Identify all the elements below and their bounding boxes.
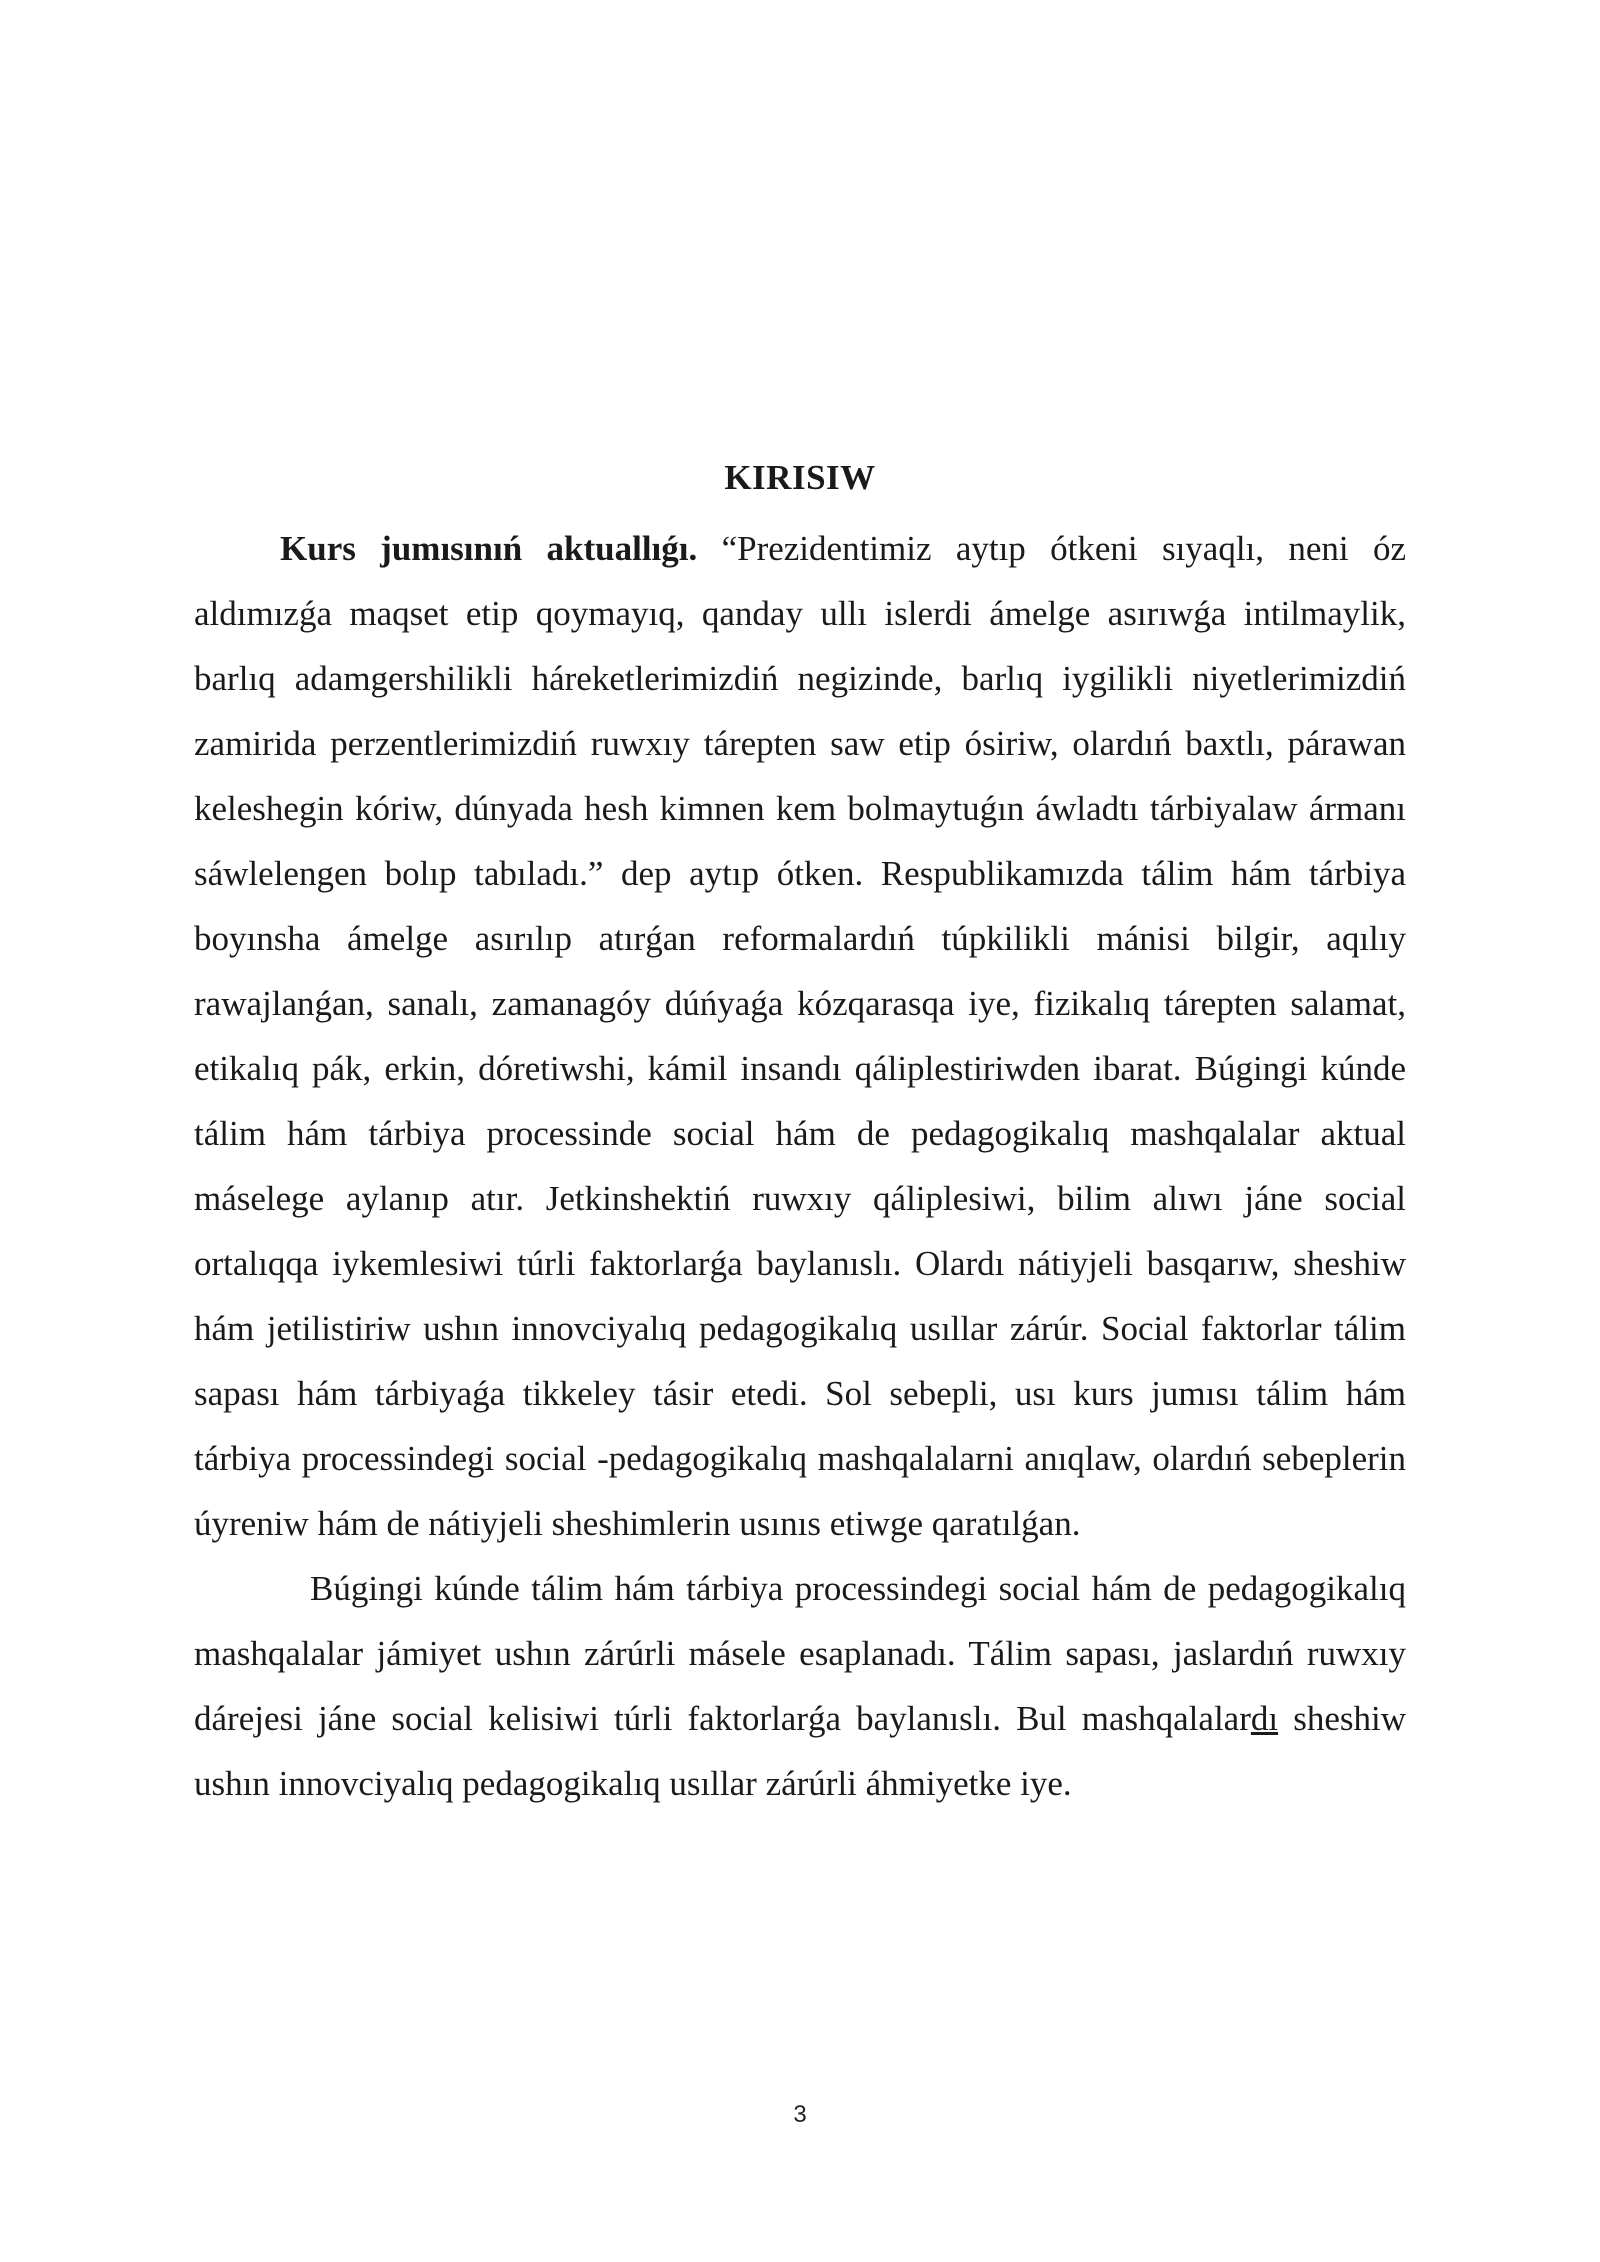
section-heading: KIRISIW — [724, 458, 876, 497]
paragraph-body: “Prezidentimiz aytıp ótkeni sıyaqlı, neni óz aldımızǵa maqset etip qoymayıq, qanday ullı islerdi ámelge asırıwǵa intilmaylik, barlıq adamgershilikli háreketlerimizdiń negizinde, barlıq iygilikli niyetlerimizdiń zamirida perzentlerimizdiń ruwxıy tárepten saw etip ósiriw, olardıń baxtlı, párawan keleshegin kóriw, dúnyada hesh kimnen kem bolmaytuǵın áwladtı tárbiyalaw ármanı sáwlelengen bolıp tabıladı.” dep aytıp ótken. Respublikamızda tálim hám tárbiya boyınsha ámelge asırılıp atırǵan reformalardıń túpkilikli mánisi bilgir, aqılıy rawajlanǵan, sanalı, zamanagóy dúńyaǵa kózqarasqa iye, fizikalıq tárepten salamat, etikalıq pák, erkin, dóretiwshi, kámil insandı qáliplestiriwden ibarat. Búgingi kúnde tálim hám tárbiya processinde social hám de pedagogikalıq mashqalalar aktual máselege aylanıp atır. Jetkinshektiń ruwxıy qáliplesiwi, bilim alıwı jáne social ortalıqqa iykemlesiwi túrli faktorlarǵa baylanıslı. Olardı nátiyjeli basqarıw, sheshiw hám jetilistiriw ushın innovciyalıq pedagogikalıq usıllar zárúr. Social faktorlar tálim sapası hám tárbiyaǵa tikkeley tásir etedi. Sol sebepli, usı kurs jumısı tálim hám tárbiya processindegi social -pedagogikalıq mashqalalarni anıqlaw, olardıń sebeplerin úyreniw hám de nátiyjeli sheshimlerin usınıs etiwge qaratılǵan. — [194, 529, 1406, 1543]
page-content — [194, 448, 1406, 1816]
paragraph-text-after: sheshiw ushın innovciyalıq pedagogikalıq usıllar zárúrli áhmiyetke iye. — [194, 1699, 1406, 1803]
paragraph-lead: Kurs jumısınıń aktuallıǵı. — [280, 529, 698, 568]
page-number: 3 — [793, 2101, 807, 2128]
paragraph-actuality — [194, 516, 1406, 1556]
paragraph-text-before: Búgingi kúnde tálim hám tárbiya processindegi social hám de pedagogikalıq mashqalalar jámiyet ushın zárúrli másele esaplanadı. Tálim sapası, jaslardıń ruwxıy dárejesi jáne social kelisiwi túrli faktorlarǵa baylanıslı. Bul mashqalalar — [194, 1569, 1406, 1738]
underlined-fragment: dı — [1250, 1699, 1279, 1738]
paragraph-problems — [194, 1556, 1406, 1816]
